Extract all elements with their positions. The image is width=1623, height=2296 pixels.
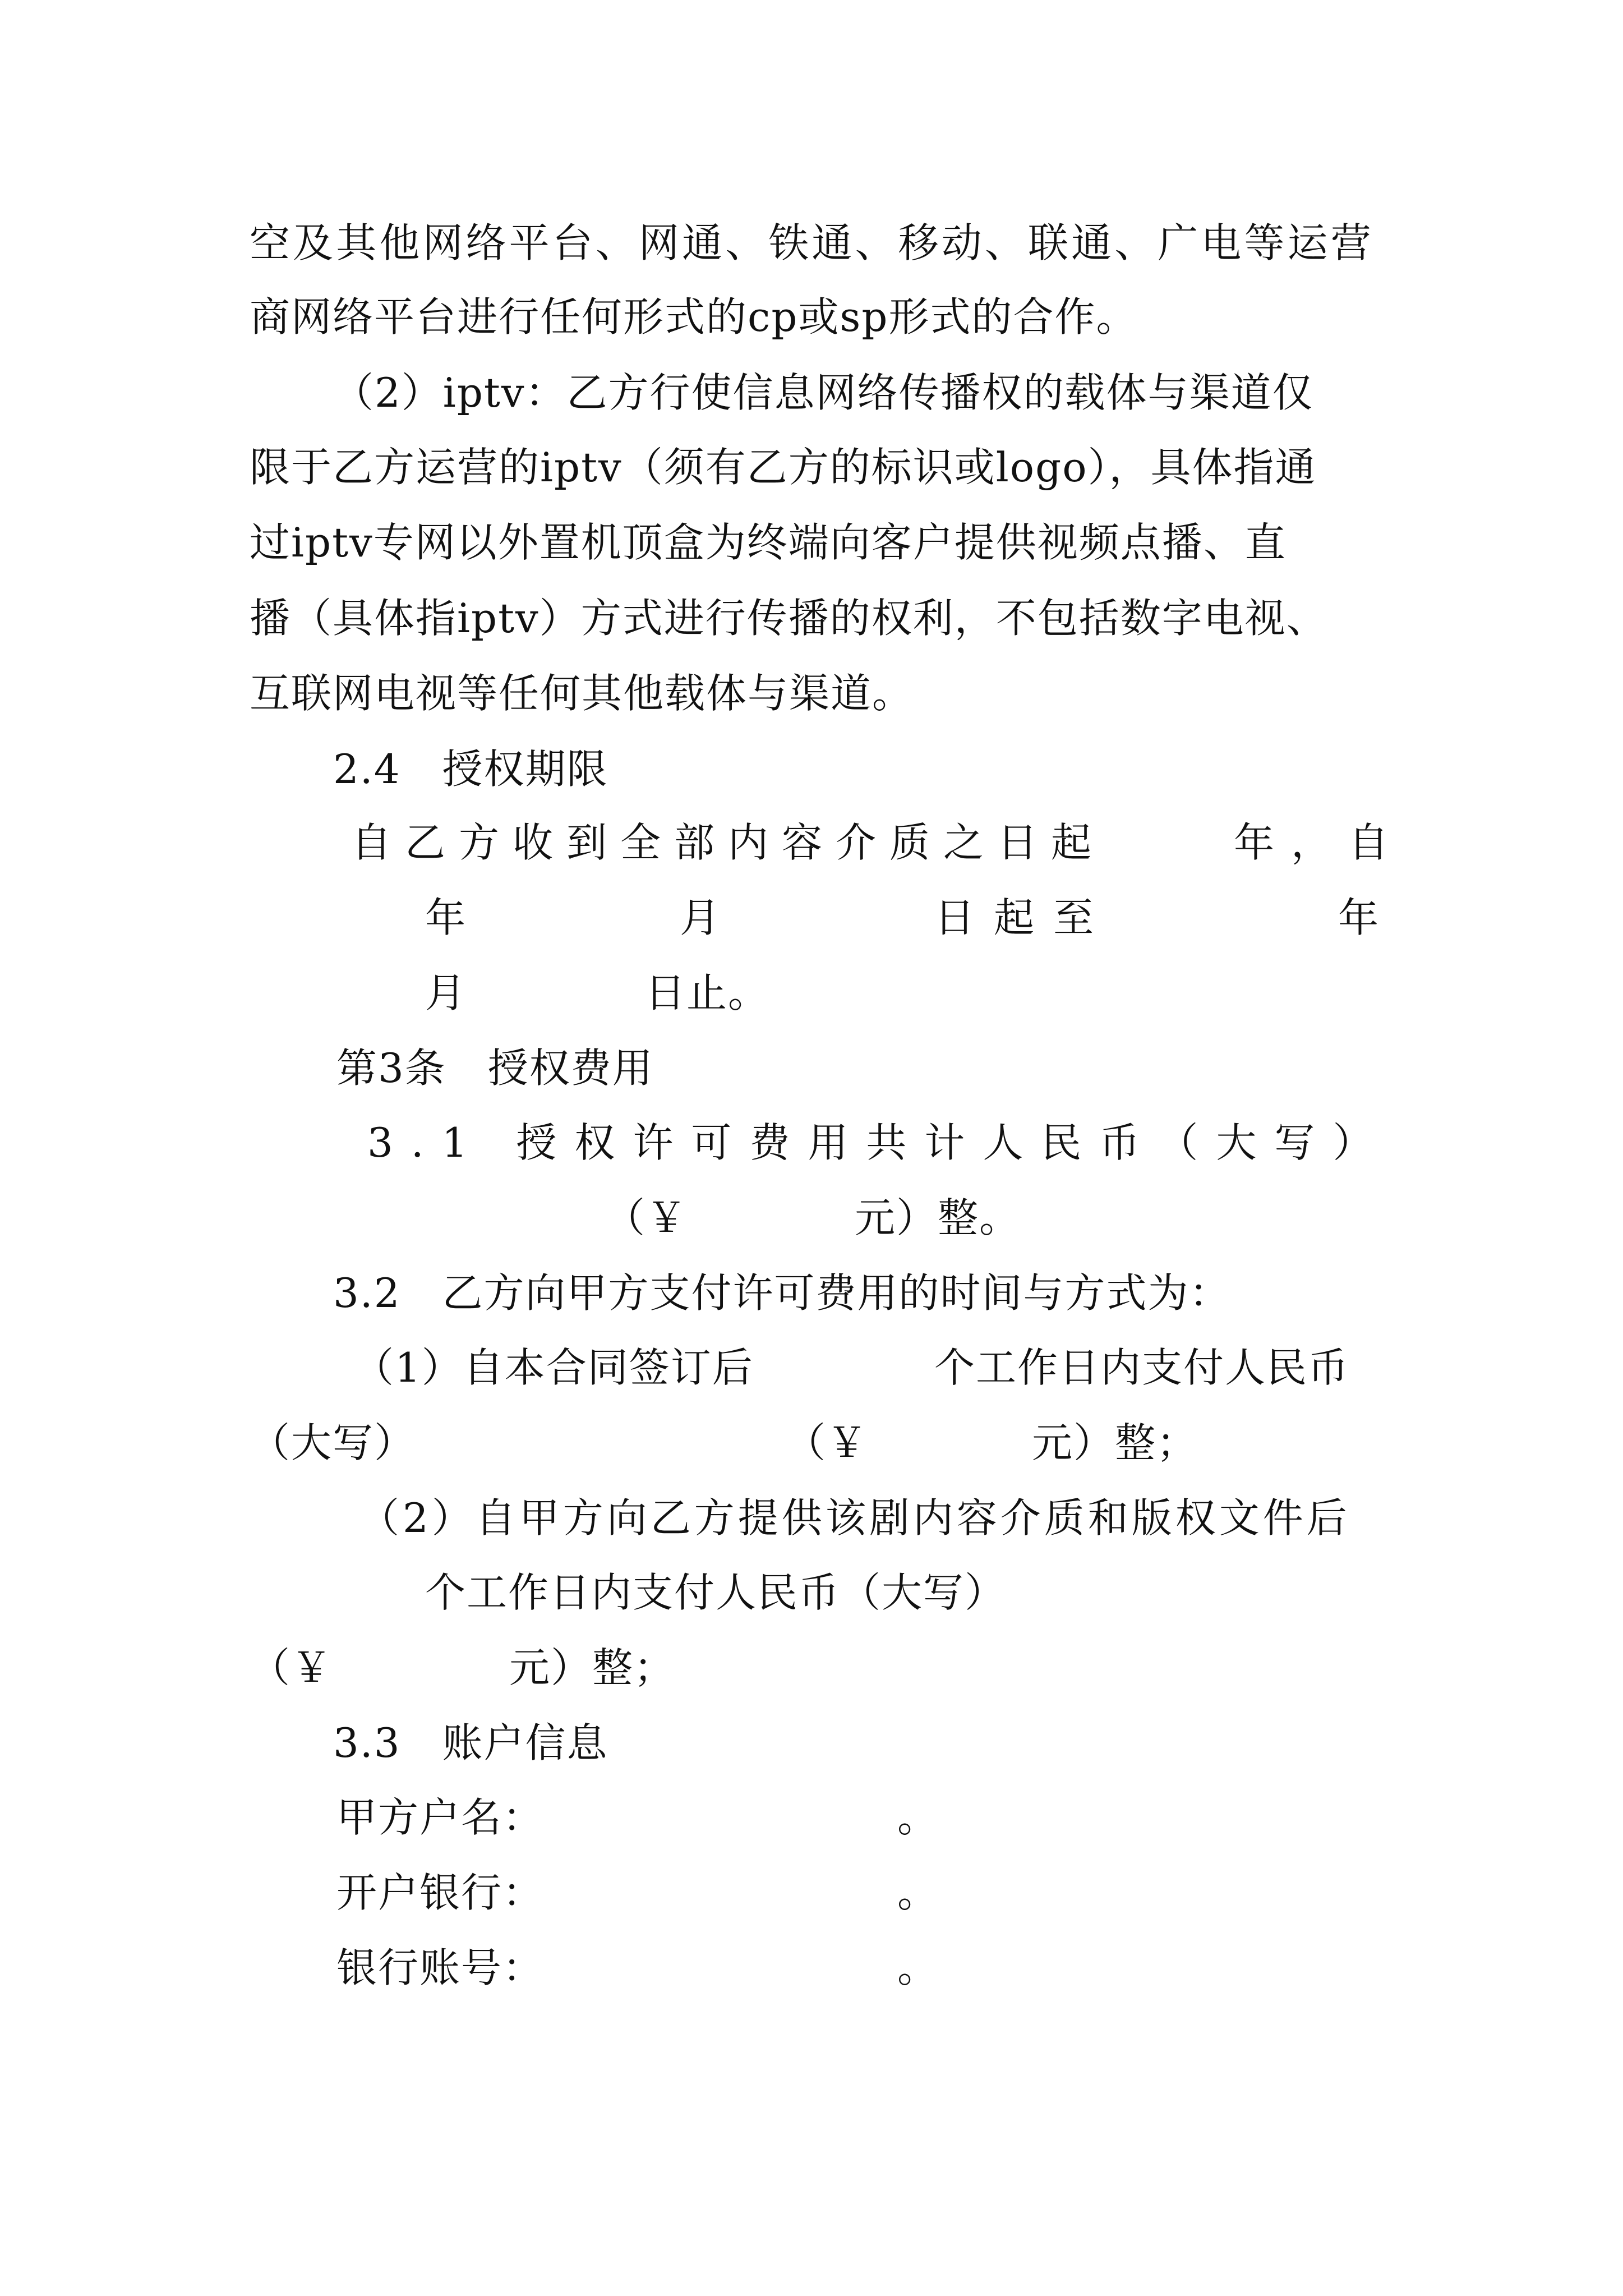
payment-line: 元）整；	[509, 1644, 676, 1691]
paragraph-line: 播（具体指iptv）方式进行传播的权利，不包括数字电视、	[250, 595, 1328, 642]
justified-char: 网	[422, 219, 464, 266]
payment-line: 个工作日内支付人民币（大写）	[425, 1569, 1007, 1616]
payment-line: （大写）	[250, 1419, 416, 1466]
paragraph-line: 限于乙方运营的iptv（须有乙方的标识或logo），具体指通	[250, 444, 1317, 491]
blank-month-label: 月	[425, 969, 467, 1016]
term-line-label: 自乙方收到全部内容介质之日起	[351, 819, 1105, 866]
justified-char: 通	[682, 219, 724, 266]
justified-char: 动	[941, 219, 983, 266]
justified-char: 他	[379, 219, 421, 266]
paragraph-line: 互联网电视等任何其他载体与渠道。	[250, 670, 914, 717]
justified-char: 营	[1330, 219, 1372, 266]
payment-line: （1）自本合同签订后	[353, 1344, 754, 1391]
paragraph-line	[250, 219, 1372, 266]
justified-char: 、	[725, 219, 767, 266]
blank-year-label: 年	[425, 894, 467, 941]
blank-year-label: 年	[1338, 894, 1380, 941]
blank-day-label: 日止。	[645, 969, 770, 1016]
justified-char: 联	[1027, 219, 1069, 266]
justified-char: 铁	[768, 219, 810, 266]
bank-end: 。	[897, 1869, 939, 1916]
justified-char: 通	[1071, 219, 1113, 266]
payment-line: 元）整；	[1032, 1419, 1198, 1466]
payment-line: （￥	[785, 1419, 869, 1466]
payment-line: （2）自甲方向乙方提供该剧内容介质和版权文件后	[359, 1494, 1350, 1542]
section-heading: 第3条 授权费用	[336, 1045, 654, 1092]
justified-char: 、	[855, 219, 897, 266]
justified-char: 其	[336, 219, 378, 266]
blank-month-label: 月	[680, 894, 722, 941]
paragraph-line: （2）iptv：乙方行使信息网络传播权的载体与渠道仅	[333, 369, 1314, 416]
payment-line: 个工作日内支付人民币	[934, 1344, 1350, 1391]
justified-char: 、	[1114, 219, 1156, 266]
justified-char: 络	[465, 219, 508, 266]
justified-char: 移	[898, 219, 940, 266]
account-number-label: 银行账号：	[336, 1944, 545, 1991]
paragraph-line: 商网络平台进行任何形式的cp或sp形式的合作。	[250, 293, 1138, 341]
blank-day-label: 日起至	[934, 894, 1113, 941]
justified-char: 等	[1244, 219, 1286, 266]
justified-char: 、	[984, 219, 1026, 266]
account-number-end: 。	[897, 1944, 939, 1991]
justified-char: 空	[250, 219, 292, 266]
justified-char: 网	[638, 219, 680, 266]
justified-char: 、	[595, 219, 637, 266]
account-name-label: 甲方户名：	[336, 1794, 545, 1841]
account-name-end: 。	[897, 1794, 939, 1841]
justified-char: 运	[1287, 219, 1329, 266]
justified-char: 台	[552, 219, 594, 266]
justified-char: 广	[1158, 219, 1200, 266]
justified-char: 通	[811, 219, 854, 266]
paragraph-line: 过iptv专网以外置机顶盒为终端向客户提供视频点播、直	[250, 519, 1287, 566]
bank-label: 开户银行：	[336, 1869, 545, 1916]
justified-char: 电	[1201, 219, 1243, 266]
section-heading: 3.2 乙方向甲方支付许可费用的时间与方式为：	[333, 1269, 1231, 1317]
section-heading: 3.3 账户信息	[333, 1719, 608, 1766]
fee-amount-suffix: 元）整。	[855, 1194, 1021, 1241]
section-heading: 2.4 授权期限	[333, 746, 608, 793]
justified-char: 平	[509, 219, 551, 266]
payment-line: （￥	[250, 1644, 333, 1691]
fee-line: 3.1 授权许可费用共计人民币（大写）	[367, 1119, 1391, 1166]
term-line-year: 年，自	[1234, 819, 1406, 866]
justified-char: 及	[293, 219, 335, 266]
fee-amount-prefix: （￥	[605, 1194, 688, 1241]
